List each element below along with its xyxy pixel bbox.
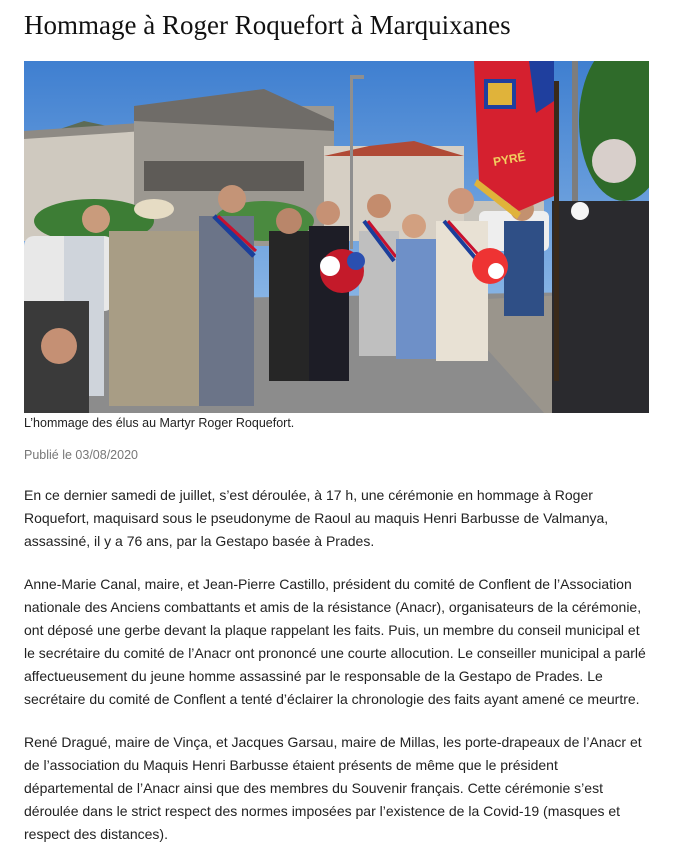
- article-title: Hommage à Roger Roquefort à Marquixanes: [24, 10, 511, 40]
- publish-date: Publié le 03/08/2020: [24, 448, 138, 462]
- flag-text: PYRÉ: [492, 149, 527, 169]
- article-paragraph: Anne-Marie Canal, maire, et Jean-Pierre Castillo, président du comité de Conflent de l’Association nationale des Anciens combattants et amis de la résistance (Anacr), organisateurs de la cérémonie, ont déposé une gerbe devant la plaque rappelant les faits. Puis, un membre du conseil municipal et le secrétaire du comité de l’Anacr ont prononcé une courte allocution. Le conseiller municipal a parlé affectueusement du jeune homme assassiné par le responsable de la Gestapo de Prades. Le secrétaire du comité de Conflent a tenté d’éclairer la chronologie des faits ayant amené ce meurtre.: [24, 576, 646, 707]
- article-body: [24, 484, 648, 866]
- article-paragraph: En ce dernier samedi de juillet, s’est déroulée, à 17 h, une cérémonie en hommage à Roger Roquefort, maquisard sous le pseudonyme de Raoul au maquis Henri Barbusse de Valmanya, assassiné, il y a 76 ans, par la Gestapo basée à Prades.: [24, 487, 609, 549]
- article-photo: [24, 61, 649, 413]
- article-paragraph: René Dragué, maire de Vinça, et Jacques Garsau, maire de Millas, les porte-drapeaux de l’Anacr et de l’association du Maquis Henri Barbusse étaient présents de même que le président départemental de l’Anacr ainsi que des membres du Souvenir français. Cette cérémonie s’est déroulée dans le strict respect des normes imposées par l’existence de la Covid-19 (masques et respect des distances).: [24, 734, 642, 842]
- photo-caption: L’hommage des élus au Martyr Roger Roquefort.: [24, 416, 295, 430]
